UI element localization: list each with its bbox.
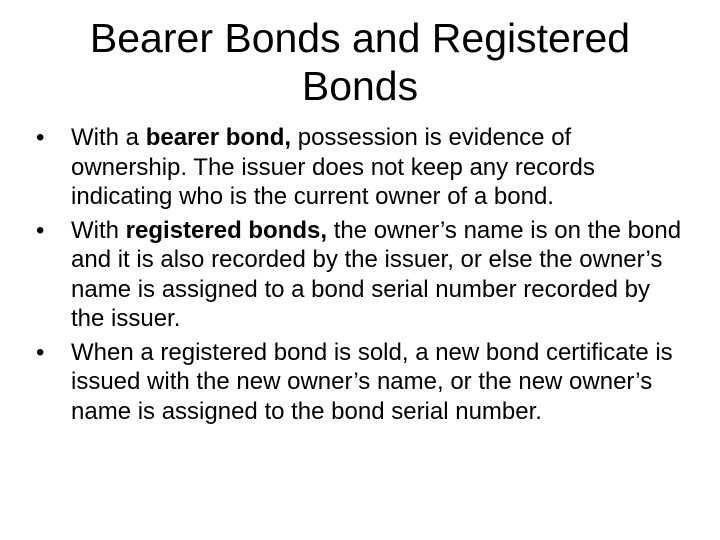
bullet-text-prefix: With [71, 216, 126, 244]
bullet-item-registered-bonds [36, 216, 686, 334]
bullet-list [36, 123, 686, 430]
bullet-text-body: the owner’s name is on the bond and it is also recorded by the issuer, or else the owner’s name is assigned to a bond serial number recorded by the issuer. [71, 216, 682, 332]
slide-title: Bearer Bonds and Registered Bonds [89, 15, 631, 109]
bullet-text-bold-term: bearer bond, [145, 124, 292, 151]
bullet-item-sold-bond [36, 338, 686, 427]
bullet-text-bold-term: registered bonds, [125, 216, 328, 244]
bullet-text-prefix: With a [71, 124, 146, 151]
bullet-item-bearer-bond [36, 123, 686, 212]
bullet-text-body: possession is evidence of ownership. The issuer does not keep any records indicating who is the current owner of a bond. [71, 124, 595, 210]
bullet-marker: • [36, 338, 45, 366]
bullet-marker: • [36, 216, 45, 244]
bullet-text-body: When a registered bond is sold, a new bond certificate is issued with the new owner’s name, or the new owner’s name is assigned to the bond serial number. [71, 338, 673, 425]
bullet-marker: • [36, 124, 45, 151]
